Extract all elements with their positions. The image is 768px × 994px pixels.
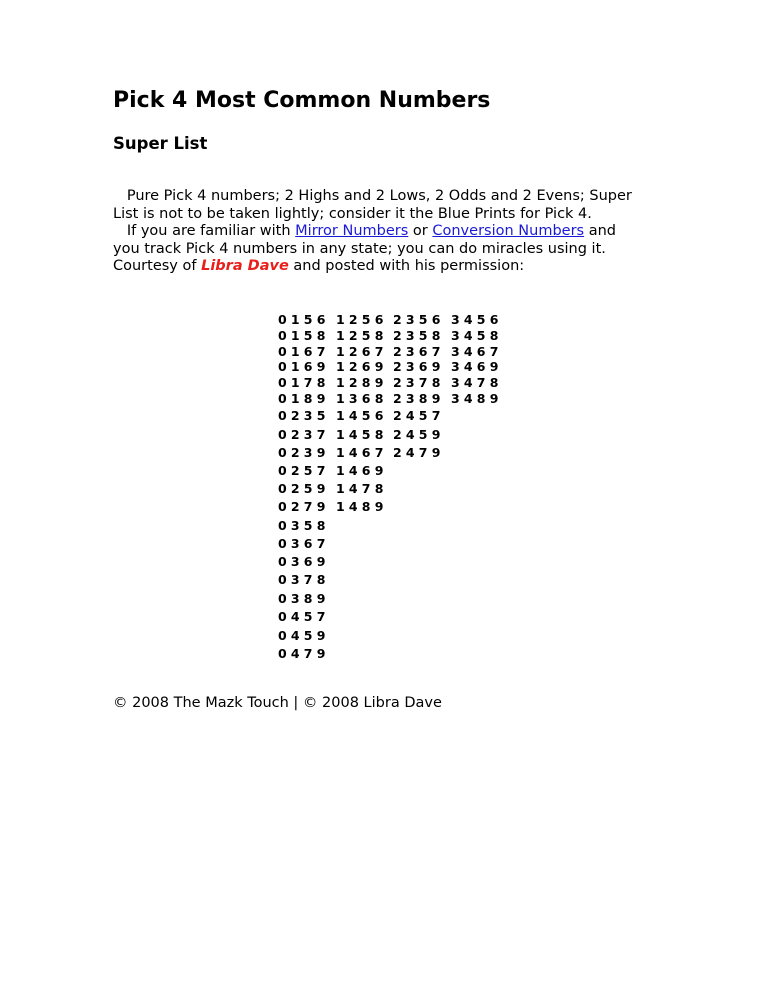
intro-line-5: Courtesy of Libra Dave and posted with his permission: <box>113 258 525 274</box>
pick4-number: 0156 <box>278 312 330 327</box>
pick4-number: 1256 <box>336 312 388 327</box>
pick4-number: 0158 <box>278 328 330 343</box>
pick4-number: 0459 <box>278 628 330 643</box>
pick4-number: 2457 <box>393 408 445 423</box>
pick4-number: 2378 <box>393 375 445 390</box>
intro-line-4: you track Pick 4 numbers in any state; you can do miracles using it. <box>113 240 606 257</box>
pick4-number: 0167 <box>278 344 330 359</box>
pick4-number: 1458 <box>336 427 388 442</box>
pick4-number: 1289 <box>336 375 388 390</box>
pick4-number: 2367 <box>393 344 445 359</box>
pick4-number: 3456 <box>451 312 503 327</box>
pick4-number: 0457 <box>278 609 330 624</box>
pick4-number: 0169 <box>278 359 330 374</box>
footer-copyright: © 2008 The Mazk Touch | © 2008 Libra Dave <box>113 695 442 711</box>
pick4-number: 1258 <box>336 328 388 343</box>
pick4-number: 2479 <box>393 445 445 460</box>
pick4-number: 1368 <box>336 391 388 406</box>
pick4-number: 2358 <box>393 328 445 343</box>
pick4-number: 2369 <box>393 359 445 374</box>
pick4-number: 0235 <box>278 408 330 423</box>
pick4-number: 0257 <box>278 463 330 478</box>
pick4-number: 1269 <box>336 359 388 374</box>
pick4-number: 3489 <box>451 391 503 406</box>
pick4-number: 3467 <box>451 344 503 359</box>
intro-line-3: If you are familiar with Mirror Numbers or Conversion Numbers and <box>126 223 616 239</box>
intro-paragraph <box>113 188 673 276</box>
pick4-number: 0237 <box>278 427 330 442</box>
mirror-numbers-link[interactable]: Mirror Numbers <box>295 223 409 239</box>
pick4-number: 1469 <box>336 463 388 478</box>
pick4-number: 0367 <box>278 536 330 551</box>
pick4-number: 1456 <box>336 408 388 423</box>
page-title: Pick 4 Most Common Numbers <box>113 88 491 113</box>
pick4-number: 0259 <box>278 481 330 496</box>
pick4-number: 3458 <box>451 328 503 343</box>
author-name: Libra Dave <box>201 258 289 274</box>
pick4-number: 2459 <box>393 427 445 442</box>
pick4-number: 3469 <box>451 359 503 374</box>
pick4-number: 1489 <box>336 499 388 514</box>
pick4-number: 2356 <box>393 312 445 327</box>
pick4-number: 2389 <box>393 391 445 406</box>
pick4-number: 0279 <box>278 499 330 514</box>
section-subtitle: Super List <box>113 134 208 153</box>
conversion-numbers-link[interactable]: Conversion Numbers <box>432 223 585 239</box>
pick4-number: 0358 <box>278 518 330 533</box>
pick4-number: 0369 <box>278 554 330 569</box>
pick4-number: 0178 <box>278 375 330 390</box>
intro-line-1: Pure Pick 4 numbers; 2 Highs and 2 Lows, 2 Odds and 2 Evens; Super <box>126 188 632 204</box>
pick4-number: 0189 <box>278 391 330 406</box>
pick4-number: 0239 <box>278 445 330 460</box>
pick4-number: 0389 <box>278 591 330 606</box>
pick4-number: 1267 <box>336 344 388 359</box>
intro-line-2: List is not to be taken lightly; consider it the Blue Prints for Pick 4. <box>113 205 592 222</box>
pick4-number: 3478 <box>451 375 503 390</box>
pick4-number: 0378 <box>278 572 330 587</box>
pick4-number: 0479 <box>278 646 330 661</box>
pick4-number: 1478 <box>336 481 388 496</box>
pick4-number: 1467 <box>336 445 388 460</box>
